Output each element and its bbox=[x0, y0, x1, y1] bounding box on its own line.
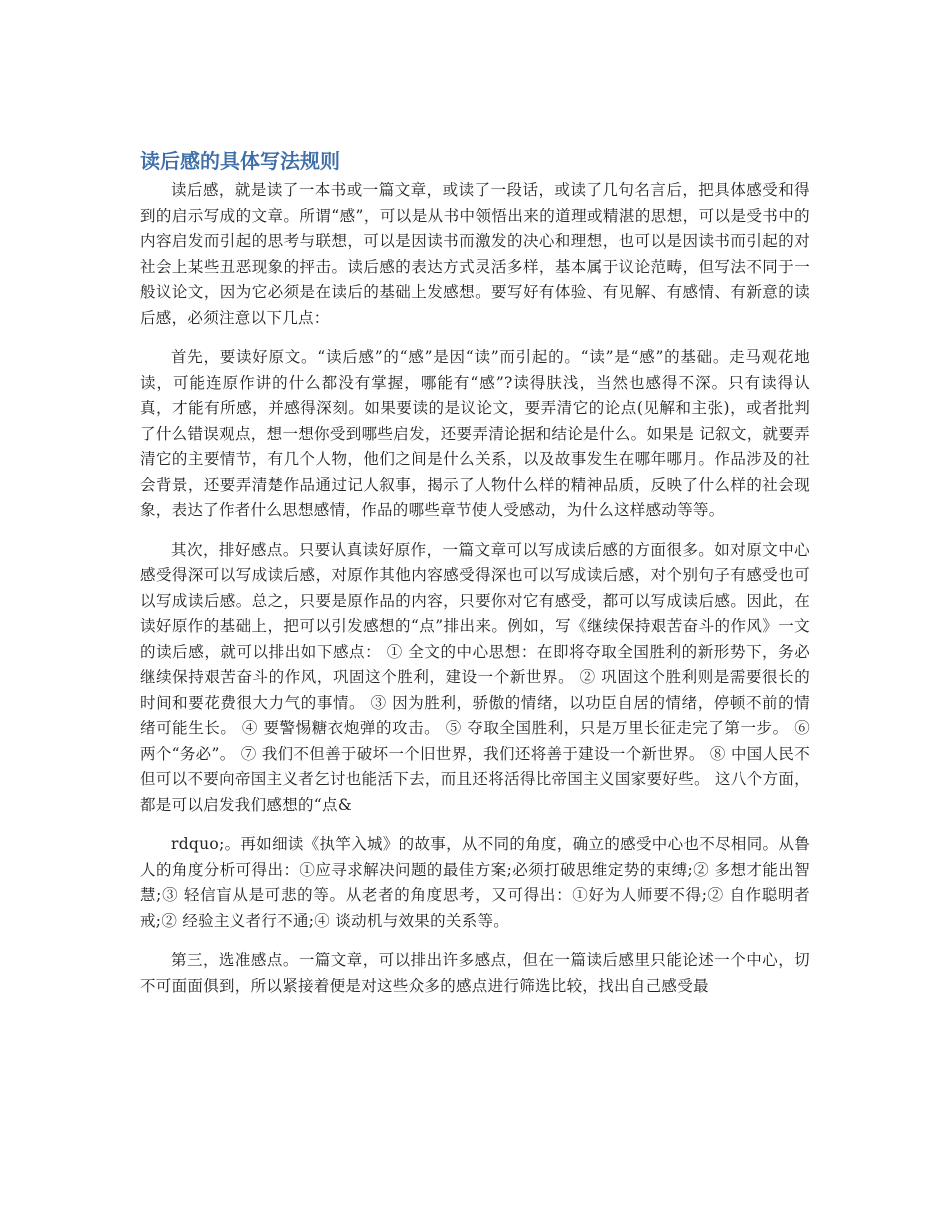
paragraph-third: 第三，选准感点。一篇文章，可以排出许多感点，但在一篇读后感里只能论述一个中心，切不可面面俱到，所以紧接着便是对这些众多的感点进行筛选比较，找出自己感受最 bbox=[140, 951, 810, 995]
paragraph-first: 首先，要读好原文。“读后感”的“感”是因“读”而引起的。“读”是“感”的基础。走马观花地读，可能连原作讲的什么都没有掌握，哪能有“感”?读得肤浅，当然也感得不深。只有读得认真，才能有所感，并感得深刻。如果要读的是议论文，要弄清它的论点(见解和主张)，或者批判了什么错误观点，想一想你受到哪些启发，还要弄清论据和结论是什么。如果是 记叙文，就要弄清它的主要情节，有几个人物，他们之间是什么关系，以及故事发生在哪年哪月。作品涉及的社会背景，还要弄清楚作品通过记人叙事，揭示了人物什么样的精神品质，反映了什么样的社会现象，表达了作者什么思想感情，作品的哪些章节使人受感动，为什么这样感动等等。 bbox=[140, 348, 810, 519]
document-body bbox=[140, 146, 810, 1013]
paragraph-second-continued: rdquo;。再如细读《执竿入城》的故事，从不同的角度，确立的感受中心也不尽相同。从鲁人的角度分析可得出：①应寻求解决问题的最佳方案;必须打破思维定势的束缚;② 多想才能出智慧;③ 轻信盲从是可悲的等。从老者的角度思考，又可得出：①好为人师要不得;② 自作聪明者戒;② 经验主义者行不通;④ 谈动机与效果的关系等。 bbox=[140, 835, 810, 930]
document-title: 读后感的具体写法规则 bbox=[140, 149, 340, 173]
paragraph-second: 其次，排好感点。只要认真读好原作，一篇文章可以写成读后感的方面很多。如对原文中心感受得深可以写成读后感，对原作其他内容感受得深也可以写成读后感，对个别句子有感受也可以写成读后感。总之，只要是原作品的内容，只要你对它有感受，都可以写成读后感。因此，在读好原作的基础上，把可以引发感想的“点”排出来。例如，写《继续保持艰苦奋斗的作风》一文的读后感，就可以排出如下感点： ① 全文的中心思想：在即将夺取全国胜利的新形势下，务必继续保持艰苦奋斗的作风，巩固这个胜利，建设一个新世界。 ② 巩固这个胜利则是需要很长的时间和要花费很大力气的事情。 ③ 因为胜利，骄傲的情绪，以功臣自居的情绪，停顿不前的情绪可能生长。 ④ 要警惕糖衣炮弹的攻击。 ⑤ 夺取全国胜利，只是万里长征走完了第一步。 ⑥ 两个“务必”。 ⑦ 我们不但善于破坏一个旧世界，我们还将善于建设一个新世界。 ⑧ 中国人民不但可以不要向帝国主义者乞讨也能活下去，而且还将活得比帝国主义国家要好些。 这八个方面，都是可以启发我们感想的“点& bbox=[140, 540, 810, 814]
paragraph-intro: 读后感，就是读了一本书或一篇文章，或读了一段话，或读了几句名言后，把具体感受和得到的启示写成的文章。所谓“感”，可以是从书中领悟出来的道理或精湛的思想，可以是受书中的内容启发而引起的思考与联想，可以是因读书而激发的决心和理想，也可以是因读书而引起的对社会上某些丑恶现象的抨击。读后感的表达方式灵活多样，基本属于议论范畴，但写法不同于一般议论文，因为它必须是在读后的基础上发感想。要写好有体验、有见解、有感情、有新意的读后感，必须注意以下几点： bbox=[140, 181, 810, 327]
